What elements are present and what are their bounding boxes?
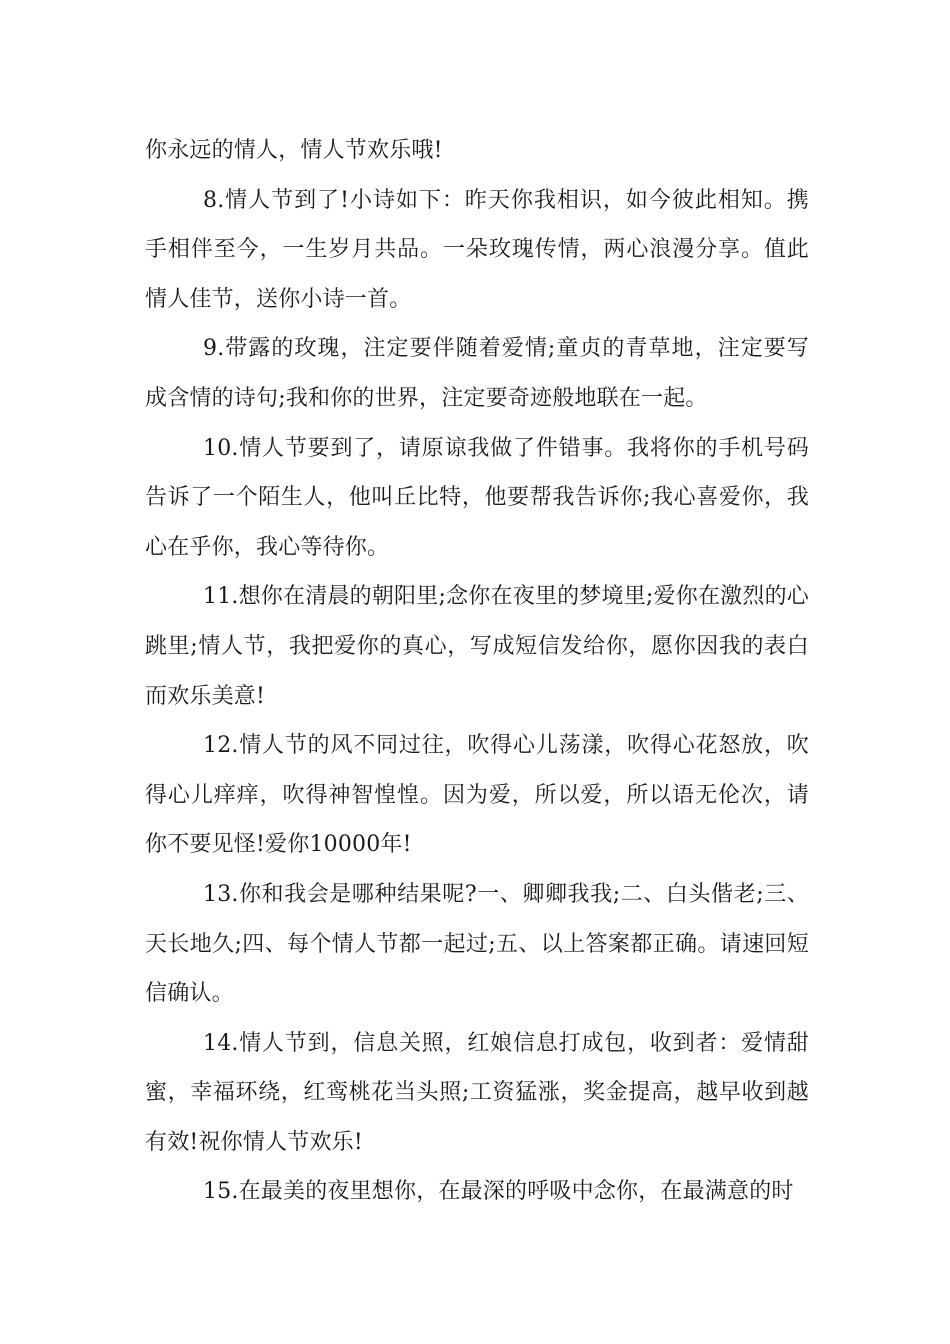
paragraph-10: 10.情人节要到了，请原谅我做了件错事。我将你的手机号码告诉了一个陌生人，他叫丘比特，他要帮我告诉你;我心喜爱你，我心在乎你，我心等待你。	[145, 435, 809, 560]
paragraph-11: 11.想你在清晨的朝阳里;念你在夜里的梦境里;爱你在激烈的心跳里;情人节，我把爱你的真心，写成短信发给你，愿你因我的表白而欢乐美意!	[145, 584, 809, 709]
paragraph-8: 8.情人节到了!小诗如下：昨天你我相识，如今彼此相知。携手相伴至今，一生岁月共品。一朵玫瑰传情，两心浪漫分享。值此情人佳节，送你小诗一首。	[145, 187, 809, 312]
document-body	[145, 126, 809, 1217]
paragraph-13: 13.你和我会是哪种结果呢?一、卿卿我我;二、白头偕老;三、天长地久;四、每个情人节都一起过;五、以上答案都正确。请速回短信确认。	[145, 881, 809, 1007]
paragraph-continuation: 你永远的情人，情人节欢乐哦!	[145, 138, 443, 163]
paragraph-9: 9.带露的玫瑰，注定要伴随着爱情;童贞的青草地，注定要写成含情的诗句;我和你的世界，注定要奇迹般地联在一起。	[145, 336, 809, 411]
paragraph-12: 12.情人节的风不同过往，吹得心儿荡漾，吹得心花怒放，吹得心儿痒痒，吹得神智惶惶。因为爱，所以爱，所以语无伦次，请你不要见怪!爱你10000年!	[145, 733, 809, 858]
paragraph-15: 15.在最美的夜里想你，在最深的呼吸中念你，在最满意的时	[203, 1179, 794, 1205]
paragraph-14: 14.情人节到，信息关照，红娘信息打成包，收到者：爱情甜蜜，幸福环绕，红鸾桃花当头照;工资猛涨，奖金提高，越早收到越有效!祝你情人节欢乐!	[145, 1030, 809, 1155]
